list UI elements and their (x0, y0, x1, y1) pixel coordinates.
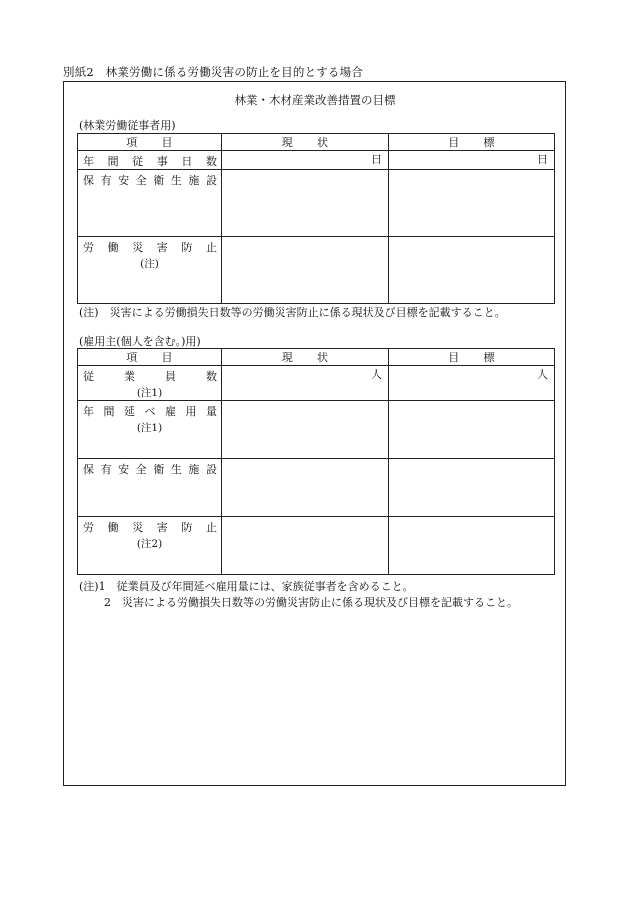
row-accident-prevention-current[interactable] (222, 517, 389, 575)
row-accident-prevention-label: 労 働 災 害 防 止 (注) (78, 237, 222, 304)
row-employees-current[interactable]: 人 (222, 366, 389, 401)
section1-table (77, 133, 555, 304)
row-annual-employment-current[interactable] (222, 401, 389, 459)
section2-note-2: 2 災害による労働損失日数等の労働災害防止に係る現状及び目標を記載すること。 (104, 596, 518, 609)
section2-table (77, 348, 555, 575)
document-title: 林業・木材産業改善措置の目標 (234, 93, 396, 107)
row-annual-employment-label: 年 間 延 べ 雇 用 量 (注1) (78, 401, 222, 459)
row-safety-facilities-target[interactable] (389, 170, 555, 237)
row-accident-prevention-current[interactable] (222, 237, 389, 304)
header-target: 目 標 (389, 349, 555, 366)
row-accident-prevention-label: 労 働 災 害 防 止 (注2) (78, 517, 222, 575)
row-accident-prevention-target[interactable] (389, 237, 555, 304)
row-employees-label: 従 業 員 数 (注1) (78, 366, 222, 401)
row-annual-workdays-target[interactable]: 日 (389, 151, 555, 170)
header-item: 項 目 (78, 134, 222, 151)
row-safety-facilities-label: 保 有 安 全 衛 生 施 設 (78, 170, 222, 237)
section1-note: (注) 災害による労働損失日数等の労働災害防止に係る現状及び目標を記載すること。 (79, 306, 506, 319)
row-safety-facilities-current[interactable] (222, 459, 389, 517)
row-safety-facilities-target[interactable] (389, 459, 555, 517)
header-current: 現 状 (222, 349, 389, 366)
header-current: 現 状 (222, 134, 389, 151)
row-safety-facilities-current[interactable] (222, 170, 389, 237)
header-target: 目 標 (389, 134, 555, 151)
note-ref: (注1) (136, 422, 163, 434)
note-ref: (注) (140, 258, 159, 270)
note-ref: (注2) (136, 538, 163, 550)
row-accident-prevention-target[interactable] (389, 517, 555, 575)
row-annual-workdays-current[interactable]: 日 (222, 151, 389, 170)
row-annual-employment-target[interactable] (389, 401, 555, 459)
row-employees-target[interactable]: 人 (389, 366, 555, 401)
section1-title: (林業労働従事者用) (79, 119, 176, 132)
attachment-caption: 別紙2 林業労働に係る労働災害の防止を目的とする場合 (63, 65, 364, 79)
section2-note-1: (注)1 従業員及び年間延べ雇用量には、家族従事者を含めること。 (79, 580, 414, 593)
row-annual-workdays-label: 年 間 従 事 日 数 (78, 151, 222, 170)
header-item: 項 目 (78, 349, 222, 366)
note-ref: (注1) (136, 387, 163, 399)
row-safety-facilities-label: 保 有 安 全 衛 生 施 設 (78, 459, 222, 517)
section2-title: (雇用主(個人を含む。)用) (79, 335, 201, 348)
